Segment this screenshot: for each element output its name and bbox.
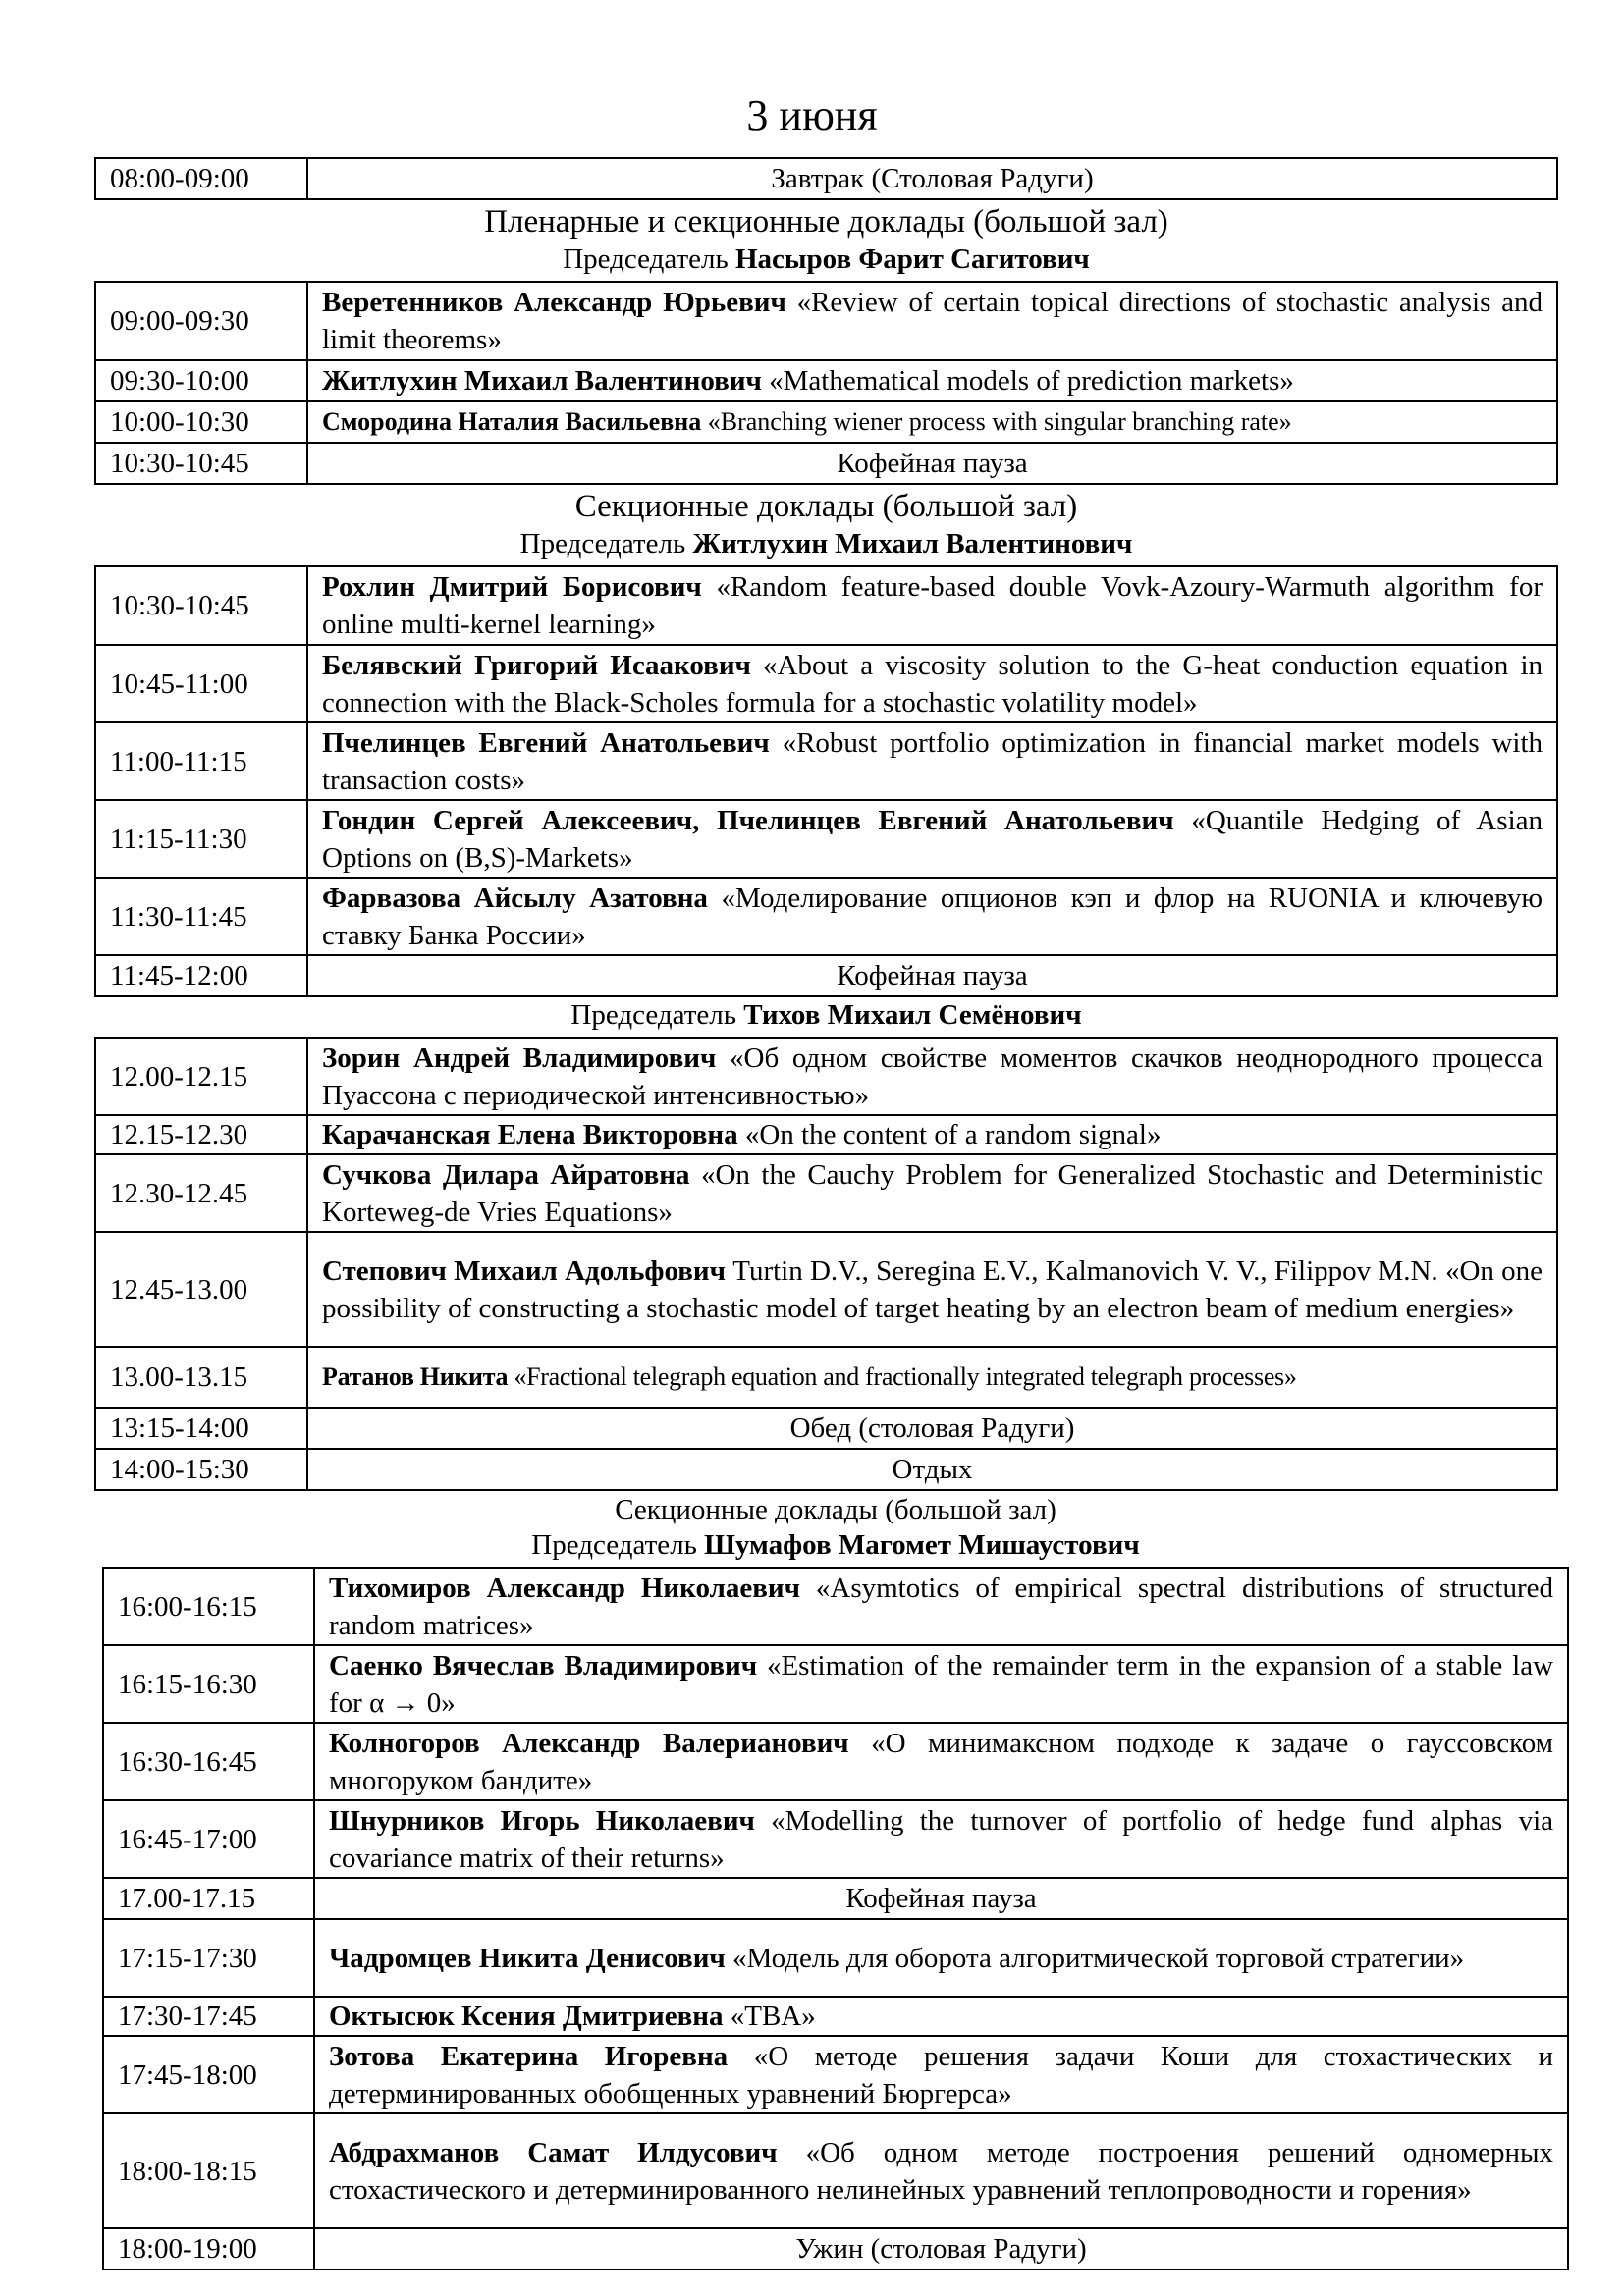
table-row [103,1645,1568,1723]
schedule-table [94,565,1558,997]
session-title: Пленарные и секционные доклады (большой зал) [484,204,1168,240]
speaker-name: Степович Михаил Адольфович [322,1255,726,1287]
table-row [95,1232,1557,1347]
chair-name: Насыров Фарит Сагитович [734,243,1090,275]
talk-cell [307,1115,1557,1154]
talk-cell [307,360,1557,401]
speaker-name: Шнурников Игорь Николаевич [329,1804,755,1837]
event-cell: Кофейная пауза [307,955,1557,996]
table-row [103,2036,1568,2113]
table-row [95,1115,1557,1154]
table-row [103,1997,1568,2036]
talk-title: «Об одном свойстве моментов скачков неоднородного процесса Пуассона с периодической интенсивностью» [322,1041,1543,1111]
table-row [95,1449,1557,1490]
talk-title: «Review of certain topical directions of stochastic analysis and limit theorems» [322,287,1543,355]
time-cell: 18:00-18:15 [103,2113,314,2228]
talk-cell [307,1347,1557,1408]
table-row [103,1919,1568,1997]
chair-label: Председатель [519,528,686,560]
talk-title: «Mathematical models of prediction markets» [769,365,1294,397]
session-4 [102,1492,1569,2270]
table-row [95,878,1557,955]
table-row [103,1800,1568,1878]
talk-title: «Asymtotics of empirical spectral distributions of structured random matrices» [329,1572,1553,1641]
talk-title: «О методе решения задачи Коши для стохастических и детерминированных обобщенных уравнений Бюргерса» [329,2040,1553,2109]
speaker-name: Октысюк Ксения Дмитриевна [329,2001,724,2032]
schedule-table [102,1567,1569,2270]
talk-cell [314,1997,1568,2036]
time-cell: 18:00-19:00 [103,2228,314,2269]
talk-title: «On the content of a random signal» [744,1119,1162,1150]
chair-line [94,526,1558,561]
event-cell: Ужин (столовая Радуги) [314,2228,1568,2269]
talk-title: «Branching wiener process with singular branching rate» [707,407,1292,436]
schedule-table [94,1037,1558,1491]
talk-cell [314,2036,1568,2113]
speaker-name: Ратанов Никита [322,1362,509,1391]
time-cell: 11:15-11:30 [95,800,307,878]
event-cell: Завтрак (Столовая Радуги) [307,158,1557,199]
talk-title: «Об одном методе построения решений одномерных стохастического и детерминированного нелинейных уравнений теплопроводности и горения» [329,2136,1554,2206]
talk-cell [314,1723,1568,1800]
table-row [95,282,1557,360]
talk-title: «About a viscosity solution to the G-heat conduction equation in connection with the Black-Scholes formula for a stochastic volatility model» [322,649,1543,719]
speaker-name: Чадромцев Никита Денисович [329,1942,726,1974]
time-cell: 13.00-13.15 [95,1347,307,1408]
chair-line [94,241,1558,277]
talk-cell [314,1919,1568,1997]
table-row [95,1408,1557,1449]
talk-cell [307,1038,1557,1115]
breakfast-table [94,157,1558,200]
chair-label: Председатель [570,999,736,1031]
time-cell: 08:00-09:00 [95,158,307,199]
speaker-name: Зорин Андрей Владимирович [322,1041,717,1074]
chair-name: Шумафов Магомет Мишаустович [704,1529,1140,1561]
table-row [95,955,1557,996]
table-row [95,360,1557,401]
session-2 [94,487,1558,997]
time-cell: 17:45-18:00 [103,2036,314,2113]
talk-cell [314,2113,1568,2228]
talk-cell [314,1800,1568,1878]
time-cell: 10:00-10:30 [95,401,307,443]
table-row [103,1568,1568,1645]
speaker-name: Веретенников Александр Юрьевич [322,287,786,318]
talk-title: «On one possibility of constructing a stochastic model of target heating by an electron beam of medium energies» [322,1255,1543,1324]
time-cell: 10:30-10:45 [95,443,307,484]
talk-title: «Modelling the turnover of portfolio of hedge fund alphas via covariance matrix of their returns» [329,1804,1554,1874]
talk-cell [307,645,1557,722]
time-cell: 16:00-16:15 [103,1568,314,1645]
talk-cell [314,1568,1568,1645]
talk-title: «Модель для оборота алгоритмической торговой стратегии» [732,1942,1465,1974]
table-row [103,1878,1568,1919]
table-row [95,1038,1557,1115]
schedule-table [94,281,1558,485]
time-cell: 11:45-12:00 [95,955,307,996]
time-cell: 12.45-13.00 [95,1232,307,1347]
time-cell: 09:30-10:00 [95,360,307,401]
talk-cell [307,1232,1557,1347]
talk-title: «Quantile Hedging of Asian Options on (B,S)-Markets» [322,804,1543,874]
talk-title: «On the Cauchy Problem for Generalized Stochastic and Deterministic Korteweg-de Vries Equations» [322,1158,1543,1228]
speaker-name: Карачанская Елена Викторовна [322,1119,738,1150]
session-title: Секционные доклады (большой зал) [574,489,1078,524]
talk-cell [307,1154,1557,1232]
speaker-name: Житлухин Михаил Валентинович [322,365,762,397]
time-cell: 10:45-11:00 [95,645,307,722]
time-cell: 17.00-17.15 [103,1878,314,1919]
chair-name: Тихов Михаил Семёнович [743,999,1082,1031]
talk-cell [307,800,1557,878]
talk-cell [307,282,1557,360]
session-title: Секционные доклады (большой зал) [615,1494,1056,1525]
table-row [95,645,1557,722]
time-cell: 09:00-09:30 [95,282,307,360]
table-row [103,1723,1568,1800]
talk-title: «Estimation of the remainder term in the expansion of a stable law for α → 0» [329,1649,1554,1719]
talk-title: «Random feature-based double Vovk-Azoury-Warmuth algorithm for online multi-kernel learning» [322,571,1543,640]
speaker-name: Тихомиров Александр Николаевич [329,1572,800,1604]
speaker-name: Саенко Вячеслав Владимирович [329,1649,758,1682]
table-row [95,158,1557,199]
event-cell: Кофейная пауза [314,1878,1568,1919]
table-row [95,566,1557,645]
time-cell: 12.30-12.45 [95,1154,307,1232]
talk-cell [314,1645,1568,1723]
table-row [95,443,1557,484]
table-row [95,722,1557,800]
talk-title: «Моделирование опционов кэп и флор на RUONIA и ключевую ставку Банка России» [322,881,1543,951]
table-row [103,2228,1568,2269]
talk-title: «TBA» [730,2001,816,2032]
time-cell: 16:30-16:45 [103,1723,314,1800]
speaker-name: Рохлин Дмитрий Борисович [322,571,702,603]
time-cell: 13:15-14:00 [95,1408,307,1449]
speaker-name: Колногоров Александр Валерианович [329,1727,849,1759]
talk-cell [307,722,1557,800]
time-cell: 14:00-15:30 [95,1449,307,1490]
chair-name: Житлухин Михаил Валентинович [692,528,1133,560]
table-row [95,800,1557,878]
table-row [95,1154,1557,1232]
talk-title: «Robust portfolio optimization in financial market models with transaction costs» [322,726,1543,796]
table-row [95,401,1557,443]
coauthors: Turtin D.V., Seregina E.V., Kalmanovich V. V., Filippov M.N. [732,1255,1438,1287]
talk-title: «Fractional telegraph equation and fractionally integrated telegraph processes» [514,1362,1297,1391]
speaker-name: Белявский Григорий Исаакович [322,649,751,681]
time-cell: 11:30-11:45 [95,878,307,955]
chair-label: Председатель [531,1529,697,1561]
speaker-name: Абдрахманов Самат Илдусович [329,2136,778,2168]
time-cell: 17:30-17:45 [103,1997,314,2036]
chair-line [94,997,1558,1033]
time-cell: 16:45-17:00 [103,1800,314,1878]
talk-cell [307,566,1557,645]
talk-cell [307,878,1557,955]
speaker-name: Зотова Екатерина Игоревна [329,2040,729,2072]
session-3 [94,997,1558,1491]
speaker-name: Пчелинцев Евгений Анатольевич [322,726,770,759]
talk-cell [307,401,1557,443]
talk-title: «О минимаксном подходе к задаче о гауссовском многоруком бандите» [329,1727,1554,1796]
time-cell: 16:15-16:30 [103,1645,314,1723]
time-cell: 10:30-10:45 [95,566,307,645]
table-row [103,2113,1568,2228]
breakfast-block [94,157,1558,200]
page-title: 3 июня [746,91,878,139]
event-cell: Кофейная пауза [307,443,1557,484]
time-cell: 12.00-12.15 [95,1038,307,1115]
speaker-name: Гондин Сергей Алексеевич, Пчелинцев Евгений Анатольевич [322,804,1174,836]
time-cell: 12.15-12.30 [95,1115,307,1154]
chair-line [102,1527,1569,1563]
event-cell: Обед (столовая Радуги) [307,1408,1557,1449]
session-1 [94,202,1558,485]
event-cell: Отдых [307,1449,1557,1490]
speaker-name: Фарвазова Айсылу Азатовна [322,881,708,914]
table-row [95,1347,1557,1408]
chair-label: Председатель [563,243,729,275]
speaker-name: Сучкова Дилара Айратовна [322,1158,690,1191]
time-cell: 17:15-17:30 [103,1919,314,1997]
speaker-name: Смородина Наталия Васильевна [322,407,702,436]
time-cell: 11:00-11:15 [95,722,307,800]
